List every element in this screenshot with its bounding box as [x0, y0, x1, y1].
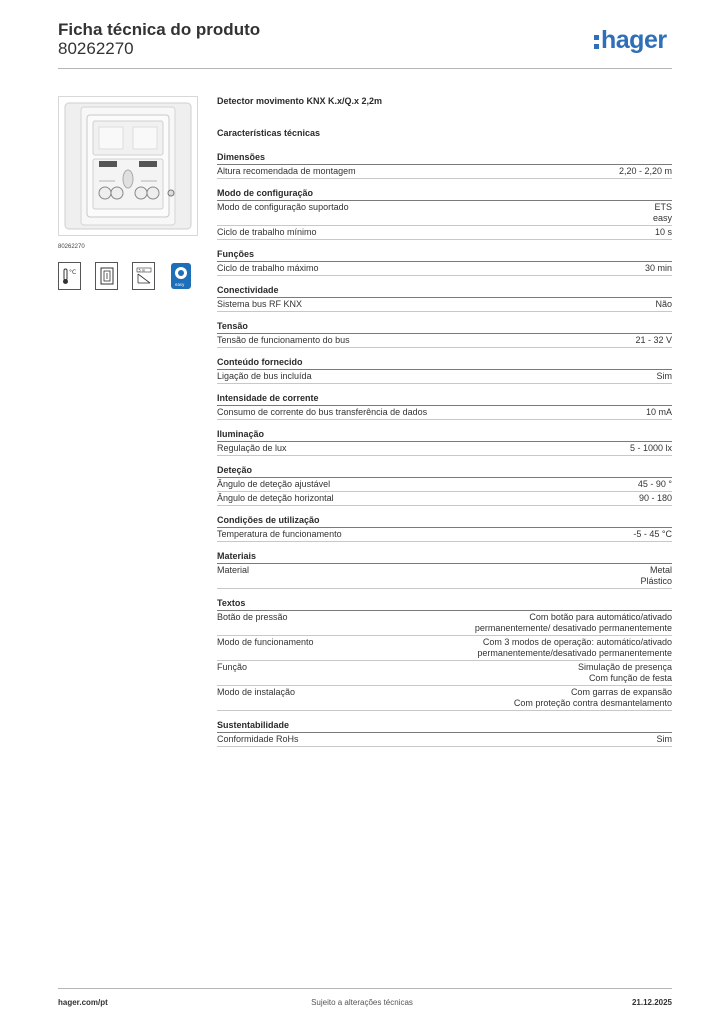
spec-row: [217, 661, 672, 686]
spec-value-line: -5 - 45 °C: [633, 529, 672, 539]
footer-divider: [58, 988, 672, 989]
section-title: Intensidade de corrente: [217, 393, 672, 406]
spec-section: [217, 465, 672, 506]
spec-section: [217, 551, 672, 589]
spec-row: [217, 636, 672, 661]
spec-value: [653, 202, 672, 224]
spec-value-line: Simulação de presença: [577, 662, 672, 672]
spec-row: [217, 442, 672, 456]
spec-section: [217, 720, 672, 747]
svg-text:5 m: 5 m: [138, 268, 145, 273]
section-title: Textos: [217, 598, 672, 611]
spec-label: Botão de pressão: [217, 612, 288, 622]
section-title: Materiais: [217, 551, 672, 564]
spec-value: [630, 443, 672, 454]
spec-row: [217, 528, 672, 542]
product-image: [58, 96, 198, 236]
mounting-box-icon: [95, 262, 118, 290]
feature-icons: [58, 262, 192, 290]
spec-value: [638, 479, 672, 490]
spec-value-line: 21 - 32 V: [635, 335, 672, 345]
spec-value: [657, 371, 673, 382]
spec-value-line: Com proteção contra desmantelamento: [513, 698, 672, 708]
spec-row: [217, 298, 672, 312]
spec-section: [217, 393, 672, 420]
spec-section: [217, 429, 672, 456]
spec-value: [578, 662, 672, 684]
spec-label: Modo de instalação: [217, 687, 296, 697]
spec-value-line: 90 - 180: [638, 493, 672, 503]
characteristics-heading: Características técnicas: [217, 128, 321, 138]
spec-section: [217, 357, 672, 384]
spec-value: [635, 335, 672, 346]
section-title: Condições de utilização: [217, 515, 672, 528]
section-title: Conteúdo fornecido: [217, 357, 672, 370]
spec-row: [217, 733, 672, 747]
page-title: Ficha técnica do produto: [58, 20, 261, 39]
section-title: Tensão: [217, 321, 672, 334]
spec-label: Material: [217, 565, 250, 575]
spec-value-line: Metal: [649, 565, 672, 575]
spec-section: [217, 515, 672, 542]
spec-row: [217, 370, 672, 384]
spec-value: [646, 407, 672, 418]
spec-label: Consumo de corrente do bus transferência de dados: [217, 407, 428, 417]
spec-section: [217, 285, 672, 312]
spec-label: Altura recomendada de montagem: [217, 166, 356, 176]
section-title: Sustentabilidade: [217, 720, 672, 733]
spec-value: [645, 263, 672, 274]
spec-value: [633, 529, 672, 540]
footer-date: 21.12.2025: [631, 998, 672, 1007]
spec-label: Tensão de funcionamento do bus: [217, 335, 350, 345]
hager-logo[interactable]: [593, 28, 667, 53]
spec-value-line: Com botão para automático/ativado: [529, 612, 672, 622]
section-title: Modo de configuração: [217, 188, 672, 201]
spec-value-line: 45 - 90 °: [637, 479, 672, 489]
spec-row: [217, 686, 672, 711]
spec-sections: [217, 152, 672, 747]
logo-text: hager: [601, 26, 667, 54]
spec-value-line: 30 min: [644, 263, 672, 273]
footer-notice: Sujeito a alterações técnicas: [311, 998, 413, 1007]
angle-measure-icon: [132, 262, 155, 290]
footer-website-link[interactable]: hager.com/pt: [58, 998, 108, 1007]
spec-section: [217, 249, 672, 276]
spec-value-line: easy: [652, 213, 672, 223]
spec-section: [217, 188, 672, 240]
product-code: 80262270: [58, 39, 134, 58]
knx-easy-icon: [169, 262, 192, 290]
section-title: Conectividade: [217, 285, 672, 298]
spec-label: Conformidade RoHs: [217, 734, 299, 744]
header-divider: [58, 68, 672, 69]
thermometer-icon: [58, 262, 81, 290]
spec-row: [217, 226, 672, 240]
spec-value: [655, 227, 672, 238]
spec-label: Ligação de bus incluída: [217, 371, 312, 381]
spec-value-line: permanentemente/desativado permanentemente: [477, 648, 672, 658]
spec-value: [619, 166, 672, 177]
spec-value-line: Com garras de expansão: [570, 687, 672, 697]
spec-section: [217, 321, 672, 348]
spec-label: Ângulo de deteção ajustável: [217, 479, 331, 489]
spec-value-line: ETS: [654, 202, 672, 212]
spec-label: Modo de funcionamento: [217, 637, 314, 647]
spec-label: Função: [217, 662, 248, 672]
spec-value-line: 10 mA: [645, 407, 672, 417]
spec-label: Ângulo de deteção horizontal: [217, 493, 334, 503]
spec-value: [514, 687, 672, 709]
logo-colon-icon: [593, 32, 600, 50]
svg-text:easy: easy: [174, 282, 184, 287]
spec-value: [655, 299, 672, 310]
spec-row: [217, 165, 672, 179]
spec-label: Ciclo de trabalho máximo: [217, 263, 319, 273]
spec-value-line: Com 3 modos de operação: automático/ativado: [482, 637, 672, 647]
section-title: Deteção: [217, 465, 672, 478]
spec-section: [217, 598, 672, 711]
spec-content: [217, 96, 672, 756]
spec-row: [217, 201, 672, 226]
spec-label: Temperatura de funcionamento: [217, 529, 342, 539]
section-title: Iluminação: [217, 429, 672, 442]
spec-label: Sistema bus RF KNX: [217, 299, 303, 309]
spec-row: [217, 406, 672, 420]
spec-row: [217, 611, 672, 636]
spec-label: Regulação de lux: [217, 443, 287, 453]
spec-value-line: Sim: [656, 371, 672, 381]
spec-row: [217, 334, 672, 348]
section-title: Dimensões: [217, 152, 672, 165]
svg-text:°C: °C: [68, 269, 76, 276]
spec-row: [217, 564, 672, 589]
spec-value-line: Sim: [656, 734, 672, 744]
spec-label: Modo de configuração suportado: [217, 202, 349, 212]
product-name: Detector movimento KNX K.x/Q.x 2,2m: [217, 96, 383, 106]
image-caption: 80262270: [58, 244, 85, 250]
spec-value-line: 5 - 1000 lx: [629, 443, 672, 453]
spec-value: [640, 565, 672, 587]
spec-row: [217, 478, 672, 492]
spec-value-line: 10 s: [654, 227, 672, 237]
spec-value-line: permanentemente/ desativado permanentemente: [474, 623, 672, 633]
spec-value-line: Não: [655, 299, 672, 309]
spec-value: [477, 637, 672, 659]
spec-value: [657, 734, 673, 745]
section-title: Funções: [217, 249, 672, 262]
spec-value-line: Plástico: [640, 576, 672, 586]
spec-label: Ciclo de trabalho mínimo: [217, 227, 317, 237]
spec-value-line: Com função de festa: [588, 673, 672, 683]
spec-row: [217, 492, 672, 506]
spec-value-line: 2,20 - 2,20 m: [618, 166, 672, 176]
spec-row: [217, 262, 672, 276]
spec-value: [475, 612, 672, 634]
spec-value: [639, 493, 672, 504]
spec-section: [217, 152, 672, 179]
